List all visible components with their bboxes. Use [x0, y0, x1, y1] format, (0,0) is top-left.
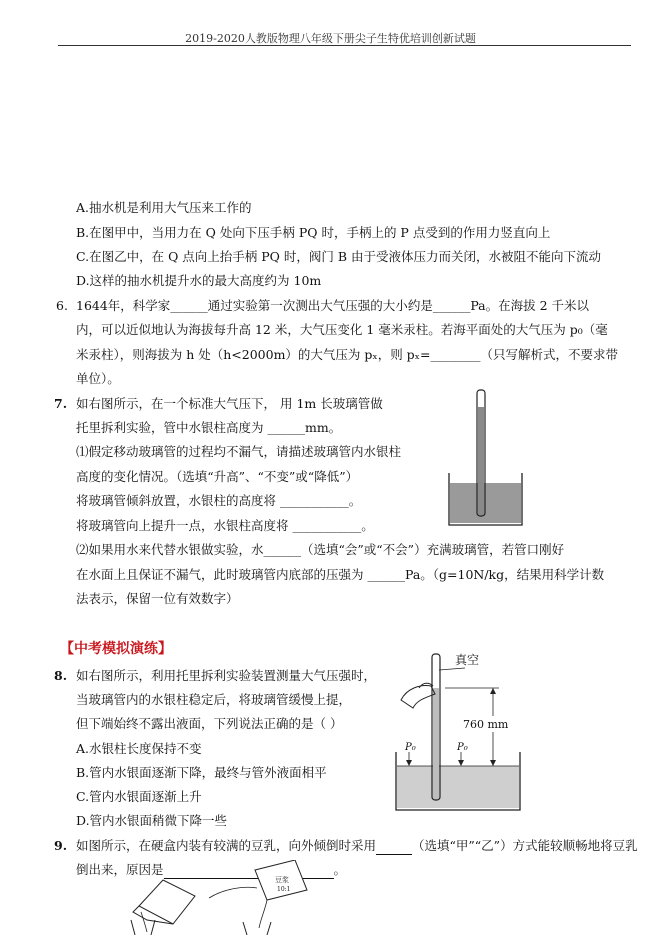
q8-option-d: D.管内水银面稍微下降一些	[76, 813, 228, 828]
q9-line-2-start: 倒出来，原因是	[76, 862, 164, 877]
q9-line-1	[76, 838, 638, 855]
vacuum-pointer	[439, 668, 465, 670]
q9-blank-1	[376, 838, 412, 855]
q6-number: 6.	[56, 298, 68, 313]
section-title: 【中考模拟演练】	[60, 641, 172, 657]
q5-option-a: A.抽水机是利用大气压来工作的	[76, 200, 252, 215]
q5-option-d: D.这样的抽水机提升水的最大高度约为 10m	[76, 273, 322, 288]
q8-option-c: C.管内水银面逐渐上升	[76, 789, 202, 804]
stream-jia	[141, 912, 147, 932]
q7-line-6: 将玻璃管向上提升一点，水银柱高度将 ___________。	[76, 518, 374, 533]
q6-line-1: 1644年，科学家______通过实验第一次测出大气压强的大小约是______Pa。在海拔 2 千米以	[76, 298, 590, 313]
height-arrow-down	[490, 760, 496, 766]
carton-jia	[139, 880, 195, 924]
q9-line-1-start: 如图所示，在硬盒内装有较满的豆乳，向外倾倒时采用	[76, 838, 377, 853]
hand-yi	[209, 887, 257, 898]
height-label: 760 mm	[463, 718, 509, 731]
stream-yi	[259, 900, 267, 928]
q8-line-2: 当玻璃管内的水银柱稳定后，将玻璃管缓慢上提，	[76, 692, 352, 707]
q9-number: 9.	[54, 838, 68, 853]
p0-right-arrowhead	[458, 760, 464, 766]
basin-mercury	[397, 766, 519, 808]
q7-tube-figure	[446, 385, 526, 533]
q6-line-2: 内，可以近似地认为海拔每升高 12 米，大气压变化 1 毫米汞柱。若海平面处的大气压为 p₀（毫	[76, 322, 608, 337]
q7-line-5: 将玻璃管倾斜放置，水银柱的高度将 ___________。	[76, 493, 362, 508]
q8-torricelli-figure	[395, 648, 525, 820]
header-rule	[58, 45, 631, 46]
q6-line-4: 单位）。	[76, 371, 120, 386]
p0-left-arrowhead	[406, 760, 412, 766]
tube-mercury	[433, 688, 439, 800]
q7-line-7: ⑵如果用水来代替水银做实验，水______（选填“会”或“不会”）充满玻璃管，若管口刚好	[76, 542, 565, 557]
carton-yi-small-label: 10:1	[277, 886, 291, 893]
vacuum-label: 真空	[455, 653, 480, 667]
p0-left-label: P₀	[405, 742, 416, 753]
q8-line-3: 但下端始终不露出液面，下列说法正确的是（ ）	[76, 716, 343, 731]
q8-option-a: A.水银柱长度保持不变	[76, 741, 202, 756]
carton-yi-label: 豆浆	[275, 876, 289, 884]
q7-line-4: 高度的变化情况。（选填“升高”、“不变”或“降低”）	[76, 469, 359, 484]
p0-right-label: P₀	[457, 742, 468, 753]
q5-option-b: B.在图甲中，当用力在 Q 处向下压手柄 PQ 时，手柄上的 P 点受到的作用力竖直向上	[76, 225, 551, 240]
cup-yi	[243, 922, 271, 935]
q7-number: 7.	[54, 396, 68, 411]
page-header: 2019-2020人教版物理八年级下册尖子生特优培训创新试题	[185, 32, 476, 45]
q7-line-2: 托里拆利实验，管中水银柱高度为 ______mm。	[76, 420, 342, 435]
q5-option-c: C.在图乙中，在 Q 点向上抬手柄 PQ 时，阀门 B 由于受液体压力而关闭，水被阻不能向下流动	[76, 249, 602, 264]
cup-jia	[131, 920, 155, 935]
q7-line-8: 在水面上且保证不漏气，此时玻璃管内底部的压强为 ______Pa。（g=10N/kg，结果用科学计数	[76, 567, 605, 582]
q7-line-3: ⑴假定移动玻璃管的过程均不漏气，请描述玻璃管内水银柱	[76, 444, 402, 459]
q8-option-b: B.管内水银面逐渐下降，最终与管外液面相平	[76, 765, 327, 780]
q8-number: 8.	[54, 668, 68, 683]
hand-icon	[401, 686, 435, 708]
height-arrow-up	[490, 688, 496, 694]
q9-line-1-end: （选填“甲”“乙”）方式能较顺畅地将豆乳	[412, 838, 638, 853]
q9-line-2-end: 。	[333, 862, 347, 877]
q8-line-1: 如右图所示，利用托里拆利实验装置测量大气压强时，	[76, 668, 377, 683]
q7-line-1: 如右图所示，在一个标准大气压下， 用 1m 长玻璃管做	[76, 396, 383, 411]
q7-line-9: 法表示，保留一位有效数字）	[76, 591, 239, 606]
mercury-column	[478, 407, 484, 515]
q9-pouring-figure	[125, 860, 335, 935]
q6-line-3: 米汞柱），则海拔为 h 处（h<2000m）的大气压为 pₓ，则 pₓ=________（只写解析式，不要求带	[76, 347, 618, 362]
